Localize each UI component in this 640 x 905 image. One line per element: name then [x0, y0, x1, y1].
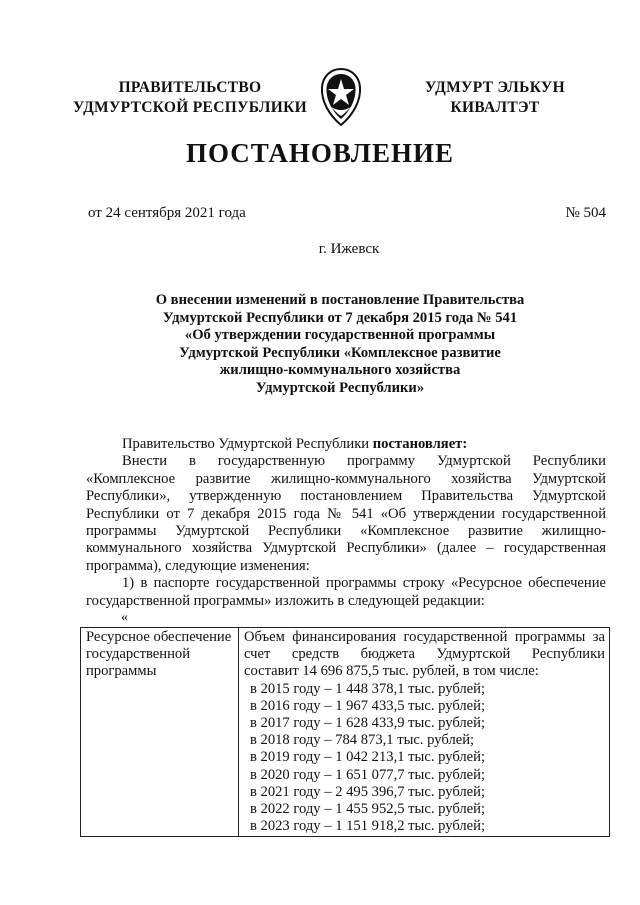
body-line: программы Удмуртской Республики «Комплексное развитие жилищно- — [86, 522, 606, 539]
document-number: № 504 — [565, 205, 606, 221]
summary-line: составит 14 696 875,5 тыс. рублей, в том числе: — [244, 663, 539, 680]
intro-text: Правительство Удмуртской Республики — [122, 436, 373, 452]
summary-line: счет средств бюджета Удмуртской Республики — [244, 646, 605, 663]
header-right-line1: УДМУРТ ЭЛЬКУН — [425, 79, 565, 96]
label-line: государственной — [86, 646, 191, 663]
year-line: в 2022 году – 1 455 952,5 тыс. рублей; — [250, 801, 486, 818]
summary-line: Объем финансирования государственной программы за — [244, 629, 605, 645]
year-line: в 2016 году – 1 967 433,5 тыс. рублей; — [250, 697, 486, 714]
year-line: в 2017 году – 1 628 433,9 тыс. рублей; — [250, 715, 486, 732]
opening-quote: « — [121, 610, 128, 625]
header-left — [70, 78, 310, 118]
header-left-line1: ПРАВИТЕЛЬСТВО — [118, 79, 262, 96]
body-line: коммунального хозяйства Удмуртской Республики» (далее – государственная — [86, 540, 606, 557]
heading-line: жилищно-коммунального хозяйства — [219, 362, 461, 379]
body-line: программа), следующие изменения: — [86, 557, 310, 574]
body-line: «Комплексное развитие жилищно-коммунального хозяйства Удмуртской — [86, 470, 606, 487]
heading-line: Удмуртской Республики от 7 декабря 2015 года № 541 — [162, 309, 518, 326]
heading-line: Удмуртской Республики «Комплексное развитие — [179, 344, 501, 361]
year-line: в 2021 году – 2 495 396,7 тыс. рублей; — [250, 783, 486, 800]
label-line: Ресурсное обеспечение — [86, 629, 232, 645]
document-city: г. Ижевск — [318, 241, 380, 257]
header-right — [395, 78, 595, 118]
document-date: от 24 сентября 2021 года — [88, 205, 246, 221]
header-right-line2: КИВАЛТЭТ — [450, 99, 540, 116]
year-line: в 2020 году – 1 651 077,7 тыс. рублей; — [250, 766, 486, 783]
resource-table — [80, 627, 610, 837]
table-row — [81, 628, 610, 837]
year-line: в 2023 году – 1 151 918,2 тыс. рублей; — [250, 818, 486, 835]
body-line: Республики от 7 декабря 2015 года № 541 «Об утверждении государственной — [86, 505, 606, 522]
heading-line: О внесении изменений в постановление Правительства — [155, 292, 525, 308]
table-label-cell — [81, 628, 239, 837]
body-line: 1) в паспорте государственной программы строку «Ресурсное обеспечение — [122, 575, 606, 592]
year-line: в 2015 году – 1 448 378,1 тыс. рублей; — [250, 680, 486, 697]
year-line: в 2019 году – 1 042 213,1 тыс. рублей; — [250, 749, 486, 766]
coat-of-arms-emblem — [317, 67, 365, 127]
label-line: программы — [86, 663, 157, 680]
year-line: в 2018 году – 784 873,1 тыс. рублей; — [250, 732, 475, 749]
body-line: Республики», утвержденную постановлением Правительства Удмуртской — [86, 488, 606, 505]
intro-decree-word: постановляет: — [372, 436, 468, 452]
body-line: Внести в государственную программу Удмуртской Республики — [122, 453, 606, 470]
intro-line — [86, 436, 606, 453]
heading-line: «Об утверждении государственной программы — [184, 327, 496, 344]
body-line: государственной программы» изложить в следующей редакции: — [86, 592, 485, 609]
resolution-body — [86, 436, 606, 610]
heading-line: Удмуртской Республики» — [255, 379, 425, 396]
resolution-heading — [120, 292, 560, 398]
document-title: ПОСТАНОВЛЕНИЕ — [185, 138, 455, 168]
table-value-cell — [239, 628, 610, 837]
header-left-line2: УДМУРТСКОЙ РЕСПУБЛИКИ — [72, 99, 307, 116]
